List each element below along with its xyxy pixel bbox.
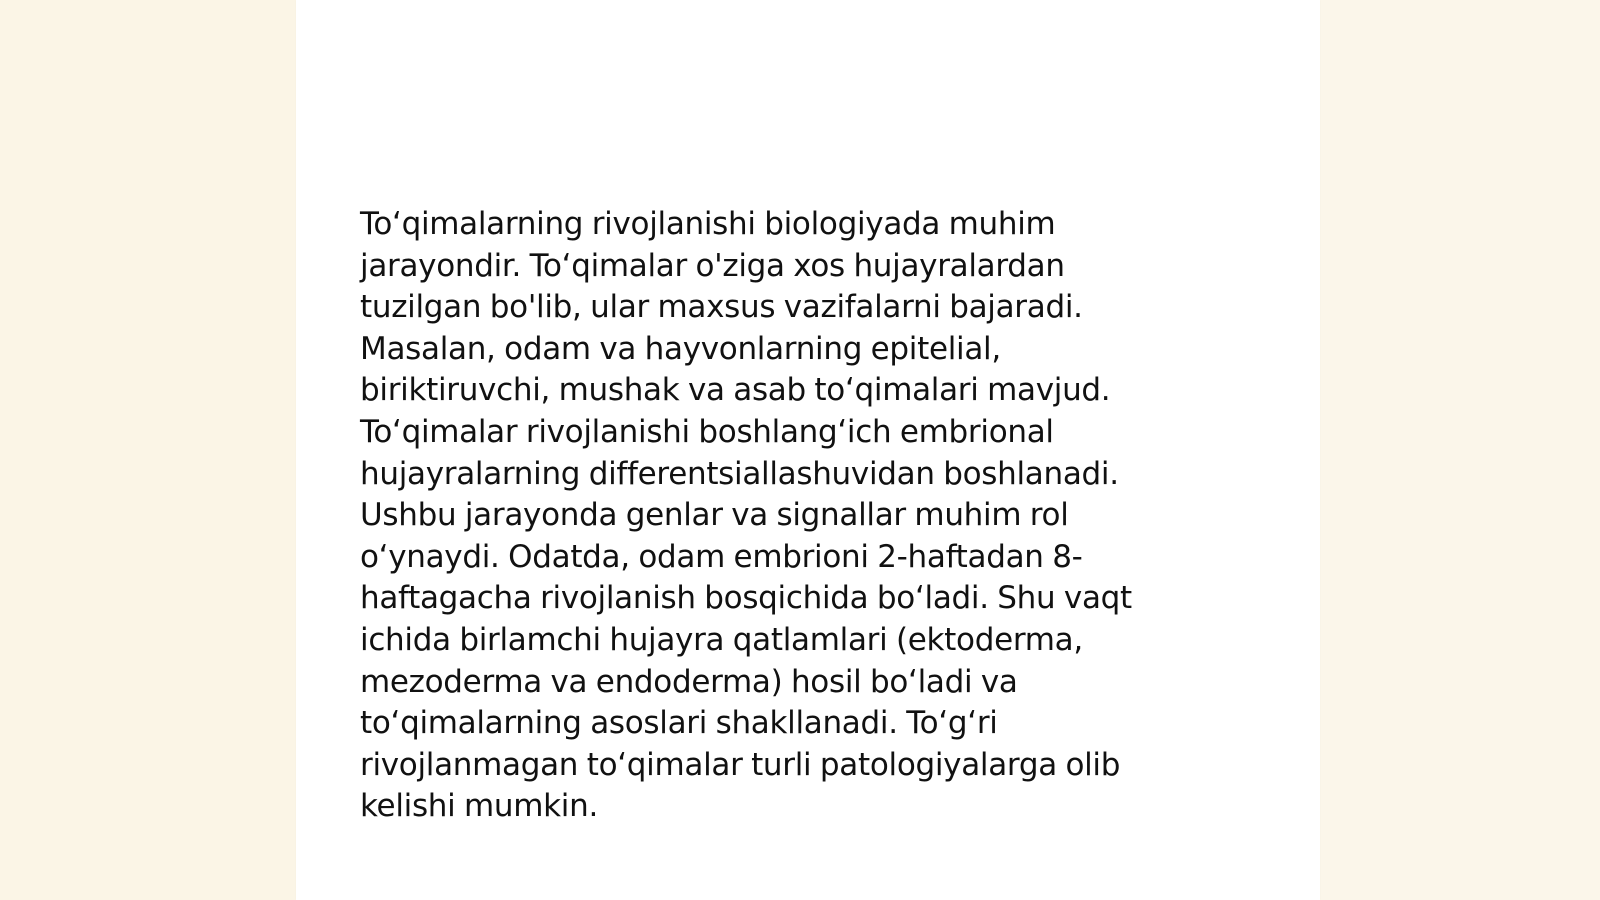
text-line: To‘qimalarning rivojlanishi biologiyada muhim [360,206,1056,242]
text-line: o‘ynaydi. Odatda, odam embrioni 2-haftadan 8- [360,538,1083,575]
text-line: tuzilgan bo'lib, ular maxsus vazifalarni bajaradi. [360,289,1083,326]
text-line: jarayondir. To‘qimalar o'ziga xos hujayralardan [360,247,1065,284]
text-line: Masalan, odam va hayvonlarning epitelial, [360,330,1001,367]
text-line: haftagacha rivojlanish bosqichida bo‘ladi. Shu vaqt [360,580,1132,617]
text-line: rivojlanmagan to‘qimalar turli patologiyalarga olib [360,746,1121,783]
text-line: Ushbu jarayonda genlar va signallar muhim rol [360,497,1069,534]
text-line: ichida birlamchi hujayra qatlamlari (ektoderma, [360,621,1083,658]
text-line: kelishi mumkin. [360,788,599,825]
document-page [296,0,1320,900]
right-margin-area [1320,0,1600,900]
body-paragraph [360,204,1190,828]
text-line: To‘qimalar rivojlanishi boshlang‘ich embrional [360,413,1054,450]
text-line: mezoderma va endoderma) hosil bo‘ladi va [360,663,1018,700]
text-line: biriktiruvchi, mushak va asab to‘qimalari mavjud. [360,372,1111,409]
text-line: hujayralarning differentsiallashuvidan boshlanadi. [360,455,1119,492]
text-line: to‘qimalarning asoslari shakllanadi. To‘g‘ri [360,705,998,742]
left-margin-area [0,0,296,900]
